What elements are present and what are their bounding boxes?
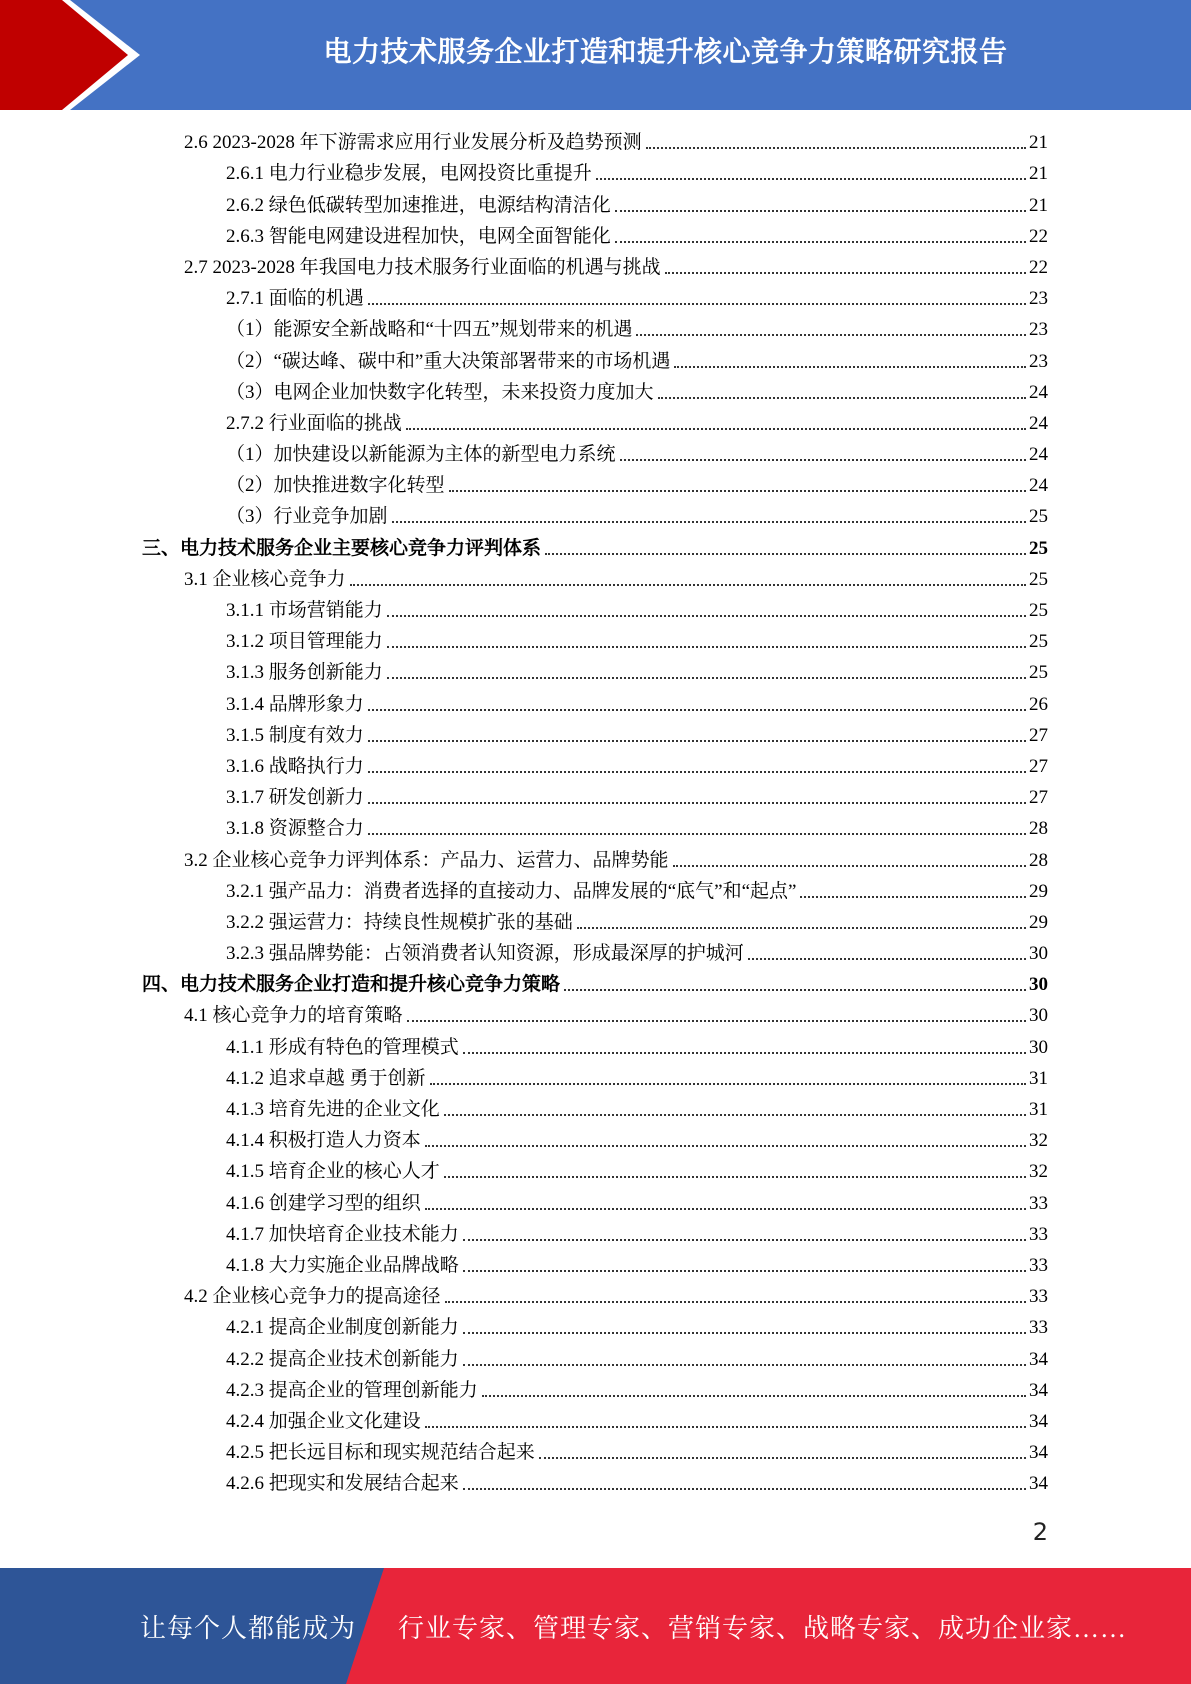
toc-entry-title: 4.2.2 提高企业技术创新能力 [226, 1348, 459, 1370]
toc-entry[interactable] [0, 1311, 1048, 1342]
toc-entry-title: 4.2.1 提高企业制度创新能力 [226, 1317, 459, 1339]
toc-dot-leader [368, 833, 1026, 835]
toc-entry[interactable] [0, 656, 1048, 687]
toc-entry-page: 34 [1029, 1410, 1048, 1432]
toc-entry-page: 28 [1029, 849, 1048, 871]
toc-entry[interactable] [0, 1405, 1048, 1436]
toc-entry-title: 四、电力技术服务企业打造和提升核心竞争力策略 [142, 974, 561, 996]
toc-entry-page: 22 [1029, 256, 1048, 278]
toc-entry[interactable] [0, 999, 1048, 1030]
toc-entry-page: 33 [1029, 1286, 1048, 1308]
toc-entry-title: 4.1.4 积极打造人力资本 [226, 1130, 421, 1152]
toc-entry-title: （2）加快推进数字化转型 [226, 475, 445, 497]
toc-entry-title: 4.1.5 培育企业的核心人才 [226, 1161, 440, 1183]
toc-entry-title: 4.2 企业核心竞争力的提高途径 [184, 1286, 441, 1308]
toc-entry-page: 30 [1029, 1036, 1048, 1058]
toc-entry-title: 4.1.1 形成有特色的管理模式 [226, 1036, 459, 1058]
toc-entry-page: 26 [1029, 693, 1048, 715]
toc-entry[interactable] [0, 1186, 1048, 1217]
toc-entry[interactable] [0, 1062, 1048, 1093]
toc-entry-page: 31 [1029, 1067, 1048, 1089]
footer-slogan-left: 让每个人都能成为 [140, 1613, 357, 1643]
toc-entry-page: 25 [1029, 537, 1048, 559]
toc-entry-title: 3.1.7 研发创新力 [226, 787, 364, 809]
toc-entry[interactable] [0, 1280, 1048, 1311]
toc-entry-title: （3）电网企业加快数字化转型，未来投资力度加大 [226, 381, 654, 403]
toc-entry-title: 3.1 企业核心竞争力 [184, 568, 346, 590]
toc-entry[interactable] [0, 157, 1048, 188]
toc-entry[interactable] [0, 1436, 1048, 1467]
toc-entry-page: 29 [1029, 880, 1048, 902]
toc-dot-leader [425, 1145, 1026, 1147]
toc-entry-page: 25 [1029, 600, 1048, 621]
toc-entry-title: 2.7.1 面临的机遇 [226, 288, 364, 310]
toc-entry-page: 27 [1029, 787, 1048, 809]
toc-entry-title: （1）加快建设以新能源为主体的新型电力系统 [226, 444, 616, 466]
toc-entry-page: 22 [1029, 225, 1048, 247]
toc-entry[interactable] [0, 1155, 1048, 1186]
toc-dot-leader [445, 1301, 1026, 1303]
toc-entry-page: 32 [1029, 1161, 1048, 1183]
toc-entry[interactable] [0, 531, 1048, 562]
toc-entry-title: 4.2.3 提高企业的管理创新能力 [226, 1379, 478, 1401]
toc-dot-leader [539, 1457, 1026, 1459]
toc-dot-leader [800, 896, 1026, 898]
toc-dot-leader [368, 709, 1026, 711]
toc-entry-page: 30 [1029, 1005, 1048, 1027]
toc-entry-page: 24 [1029, 475, 1048, 497]
toc-entry-title: （3）行业竞争加剧 [226, 506, 388, 528]
toc-dot-leader [615, 210, 1026, 212]
toc-entry[interactable] [0, 781, 1048, 812]
toc-entry-title: 4.1.7 加快培育企业技术能力 [226, 1223, 459, 1245]
toc-dot-leader [463, 1052, 1026, 1054]
toc-dot-leader [482, 1395, 1026, 1397]
toc-entry[interactable] [0, 220, 1048, 251]
toc-dot-leader [673, 865, 1026, 867]
footer-slogan-right: 行业专家、管理专家、营销专家、战略专家、成功企业家…… [398, 1613, 1128, 1643]
toc-entry-page: 25 [1029, 662, 1048, 684]
toc-entry-title: 3.1.4 品牌形象力 [226, 693, 364, 715]
page-number: 2 [1032, 1518, 1048, 1546]
toc-dot-leader [615, 241, 1026, 243]
toc-dot-leader [463, 1239, 1026, 1241]
toc-entry[interactable] [0, 812, 1048, 843]
toc-entry-title: 2.6 2023-2028 年下游需求应用行业发展分析及趋势预测 [184, 132, 642, 154]
toc-entry-page: 24 [1029, 412, 1048, 434]
toc-entry-title: 4.1 核心竞争力的培育策略 [184, 1005, 403, 1027]
toc-dot-leader [425, 1208, 1026, 1210]
toc-entry-page: 24 [1029, 381, 1048, 403]
toc-entry-title: （2）“碳达峰、碳中和”重大决策部署带来的市场机遇 [226, 350, 671, 372]
toc-entry-title: 3.2 企业核心竞争力评判体系：产品力、运营力、品牌势能 [184, 849, 669, 871]
toc-dot-leader [406, 428, 1026, 430]
toc-entry-title: 3.1.3 服务创新能力 [226, 662, 383, 684]
toc-entry-page: 27 [1029, 755, 1048, 777]
toc-entry-page: 33 [1029, 1317, 1048, 1339]
toc-entry[interactable] [0, 563, 1048, 594]
toc-dot-leader [368, 802, 1026, 804]
toc-entry-title: 4.2.6 把现实和发展结合起来 [226, 1473, 459, 1495]
toc-dot-leader [368, 303, 1026, 305]
toc-entry-page: 28 [1029, 818, 1048, 840]
toc-dot-leader [665, 272, 1026, 274]
report-title: 电力技术服务企业打造和提升核心竞争力策略研究报告 [323, 35, 1008, 68]
toc-entry-page: 21 [1029, 132, 1048, 154]
toc-entry[interactable] [0, 1467, 1048, 1498]
toc-entry-title: 3.2.3 强品牌势能：占领消费者认知资源，形成最深厚的护城河 [226, 943, 744, 965]
toc-entry[interactable] [0, 313, 1048, 344]
toc-entry[interactable] [0, 500, 1048, 531]
toc-entry[interactable] [0, 344, 1048, 375]
toc-dot-leader [646, 147, 1026, 149]
toc-entry[interactable] [0, 1374, 1048, 1405]
toc-entry[interactable] [0, 875, 1048, 906]
toc-dot-leader [368, 771, 1026, 773]
toc-entry-page: 34 [1029, 1348, 1048, 1370]
toc-entry[interactable] [0, 843, 1048, 874]
toc-dot-leader [425, 1426, 1026, 1428]
toc-dot-leader [658, 397, 1026, 399]
toc-dot-leader [444, 1114, 1026, 1116]
toc-entry-page: 34 [1029, 1473, 1048, 1495]
toc-entry-title: 3.1.8 资源整合力 [226, 818, 364, 840]
toc-entry-page: 23 [1029, 319, 1048, 341]
toc-entry[interactable] [0, 469, 1048, 500]
toc-entry-title: 3.2.1 强产品力：消费者选择的直接动力、品牌发展的“底气”和“起点” [226, 880, 797, 902]
toc-dot-leader [463, 1488, 1026, 1490]
toc-entry-title: 2.7 2023-2028 年我国电力技术服务行业面临的机遇与挑战 [184, 256, 661, 278]
toc-entry-title: 4.1.2 追求卓越 勇于创新 [226, 1067, 426, 1089]
toc-entry-page: 25 [1029, 568, 1048, 590]
toc-entry-page: 33 [1029, 1223, 1048, 1245]
toc-entry-title: 2.6.3 智能电网建设进程加快，电网全面智能化 [226, 225, 611, 247]
toc-entry-title: 4.2.5 把长远目标和现实规范结合起来 [226, 1442, 535, 1464]
toc-entry-page: 29 [1029, 911, 1048, 933]
header-arrow-graphic [0, 0, 160, 110]
toc-entry-title: 3.2.2 强运营力：持续良性规模扩张的基础 [226, 911, 573, 933]
toc-dot-leader [449, 490, 1026, 492]
toc-entry[interactable] [0, 407, 1048, 438]
toc-dot-leader [577, 927, 1026, 929]
toc-entry[interactable] [0, 937, 1048, 968]
toc-dot-leader [387, 615, 1026, 617]
toc-dot-leader [463, 1270, 1026, 1272]
toc-entry[interactable] [0, 906, 1048, 937]
toc-entry[interactable] [0, 1030, 1048, 1061]
toc-entry[interactable] [0, 376, 1048, 407]
toc-entry-page: 30 [1029, 943, 1048, 965]
toc-entry[interactable] [0, 282, 1048, 313]
toc-dot-leader [564, 989, 1026, 991]
toc-entry-title: 2.6.1 电力行业稳步发展，电网投资比重提升 [226, 163, 592, 185]
toc-entry-page: 24 [1029, 444, 1048, 466]
toc-dot-leader [620, 459, 1026, 461]
toc-entry[interactable] [0, 438, 1048, 469]
toc-entry-page: 21 [1029, 194, 1048, 216]
toc-entry[interactable] [0, 594, 1048, 625]
toc-dot-leader [674, 366, 1026, 368]
toc-entry-title: 3.1.6 战略执行力 [226, 755, 364, 777]
toc-dot-leader [387, 646, 1026, 648]
toc-entry-title: 4.2.4 加强企业文化建设 [226, 1410, 421, 1432]
toc-dot-leader [444, 1176, 1026, 1178]
toc-entry-page: 34 [1029, 1442, 1048, 1464]
toc-entry-page: 27 [1029, 724, 1048, 746]
toc-entry[interactable] [0, 1124, 1048, 1155]
toc-entry-title: 2.7.2 行业面临的挑战 [226, 412, 402, 434]
toc-entry-page: 30 [1029, 974, 1048, 996]
toc-dot-leader [387, 677, 1026, 679]
toc-entry-page: 25 [1029, 631, 1048, 653]
page-footer [0, 1568, 1191, 1684]
toc-entry-title: 3.1.2 项目管理能力 [226, 631, 383, 653]
toc-entry[interactable] [0, 1249, 1048, 1280]
toc-dot-leader [545, 553, 1026, 555]
toc-entry-title: 三、电力技术服务企业主要核心竞争力评判体系 [142, 537, 542, 559]
toc-dot-leader [748, 958, 1026, 960]
toc-dot-leader [350, 584, 1026, 586]
toc-entry-page: 34 [1029, 1379, 1048, 1401]
toc-dot-leader [636, 334, 1026, 336]
page-header [0, 0, 1191, 110]
toc-entry-title: （1）能源安全新战略和“十四五”规划带来的机遇 [226, 319, 633, 341]
toc-dot-leader [392, 521, 1026, 523]
toc-entry[interactable] [0, 251, 1048, 282]
toc-entry[interactable] [0, 126, 1048, 157]
toc-dot-leader [463, 1364, 1026, 1366]
toc-entry-page: 23 [1029, 288, 1048, 310]
toc-entry[interactable] [0, 968, 1048, 999]
toc-dot-leader [368, 740, 1026, 742]
toc-entry-page: 32 [1029, 1130, 1048, 1152]
toc-entry[interactable] [0, 687, 1048, 718]
toc-entry-page: 33 [1029, 1254, 1048, 1276]
toc-entry-title: 4.1.6 创建学习型的组织 [226, 1192, 421, 1214]
toc-entry-page: 23 [1029, 350, 1048, 372]
table-of-contents [0, 126, 1191, 1498]
toc-entry[interactable] [0, 719, 1048, 750]
toc-dot-leader [430, 1083, 1026, 1085]
toc-entry-page: 31 [1029, 1099, 1048, 1120]
toc-entry-title: 4.1.8 大力实施企业品牌战略 [226, 1254, 459, 1276]
toc-entry[interactable] [0, 750, 1048, 781]
toc-entry-page: 25 [1029, 506, 1048, 528]
toc-entry-title: 3.1.5 制度有效力 [226, 724, 364, 746]
toc-entry[interactable] [0, 1093, 1048, 1124]
toc-dot-leader [463, 1332, 1026, 1334]
toc-entry[interactable] [0, 1342, 1048, 1373]
toc-entry-title: 4.1.3 培育先进的企业文化 [226, 1099, 440, 1120]
toc-entry-page: 21 [1029, 163, 1048, 185]
toc-entry[interactable] [0, 1218, 1048, 1249]
toc-entry[interactable] [0, 625, 1048, 656]
toc-entry-title: 3.1.1 市场营销能力 [226, 600, 383, 621]
toc-dot-leader [407, 1020, 1026, 1022]
toc-entry[interactable] [0, 188, 1048, 219]
toc-entry-title: 2.6.2 绿色低碳转型加速推进，电源结构清洁化 [226, 194, 611, 216]
toc-entry-page: 33 [1029, 1192, 1048, 1214]
toc-dot-leader [596, 178, 1026, 180]
